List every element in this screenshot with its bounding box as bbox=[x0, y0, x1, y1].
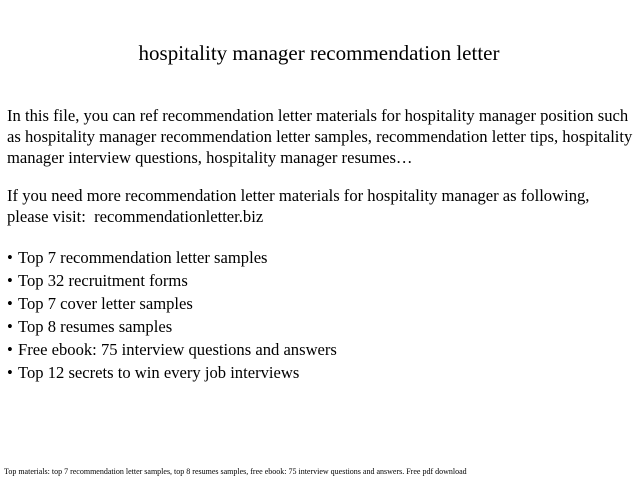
bullet-glyph: • bbox=[7, 363, 13, 382]
bullet-glyph: • bbox=[7, 271, 13, 290]
list-item-label: Free ebook: 75 interview questions and answers bbox=[18, 340, 337, 359]
list-item-label: Top 12 secrets to win every job interviews bbox=[18, 363, 300, 382]
intro-paragraph: In this file, you can ref recommendation letter materials for hospitality manager position such as hospitality manager recommendation letter samples, recommendation letter tips, hospitality manager interview questions, hospitality manager resumes… bbox=[7, 106, 633, 167]
visit-prefix: If you need more recommendation letter materials for hospitality manager as following, please visit: bbox=[7, 186, 590, 226]
bullet-glyph: • bbox=[7, 248, 13, 267]
list-item-label: Top 7 recommendation letter samples bbox=[18, 248, 268, 267]
footer bbox=[0, 436, 638, 479]
bullet-glyph: • bbox=[7, 317, 13, 336]
footer-text: Top materials: top 7 recommendation letter samples, top 8 resumes samples, free ebook: 75 interview questions and answers. Free pdf download bbox=[4, 467, 467, 476]
bullet-glyph: • bbox=[7, 340, 13, 359]
list-item-label: Top 8 resumes samples bbox=[18, 317, 173, 336]
bullet-glyph: • bbox=[7, 294, 13, 313]
list-item[interactable] bbox=[7, 292, 635, 315]
slide-title: hospitality manager recommendation letter bbox=[138, 41, 500, 65]
list-item[interactable] bbox=[7, 269, 635, 292]
visit-link[interactable]: recommendationletter.biz bbox=[94, 207, 264, 226]
list-item-label: Top 7 cover letter samples bbox=[18, 294, 193, 313]
materials-list bbox=[7, 246, 635, 384]
list-item-label: Top 32 recruitment forms bbox=[18, 271, 188, 290]
list-item[interactable] bbox=[7, 246, 635, 269]
list-item[interactable] bbox=[7, 315, 635, 338]
visit-paragraph bbox=[7, 185, 635, 227]
list-item[interactable] bbox=[7, 338, 635, 361]
list-item[interactable] bbox=[7, 361, 635, 384]
